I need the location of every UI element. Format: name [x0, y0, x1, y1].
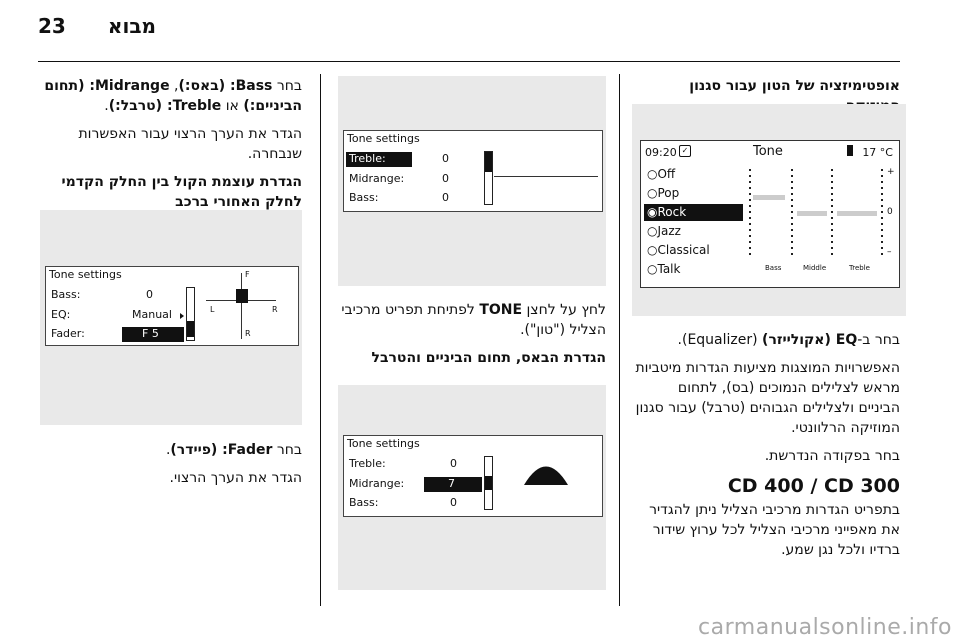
- select-command-text: בחר בפקודה הנדרשת.: [764, 448, 900, 464]
- bass-slider-knob[interactable]: [753, 195, 785, 200]
- fader-heading: הגדרת עוצמת הקול בין החלק הקדמי לחלק האחורי ברכב: [61, 174, 302, 210]
- cd-model-heading: CD 400 / CD 300: [727, 475, 900, 497]
- tone-settings-screen-2: [343, 435, 603, 517]
- scroll-bar[interactable]: [484, 151, 493, 205]
- column-divider-right: [619, 74, 620, 606]
- eq-option-jazz[interactable]: ○Jazz: [647, 224, 681, 238]
- eq-option-rock[interactable]: ◉Rock: [644, 204, 743, 221]
- scroll-bar[interactable]: [186, 287, 195, 341]
- graph-baseline: [494, 176, 598, 177]
- bass-row[interactable]: Bass: 0: [51, 288, 153, 301]
- watermark: carmanualsonline.info: [698, 615, 952, 640]
- fader-position-marker: [236, 289, 248, 303]
- select-band-instruction: בחר Bass: (באס:), Midrange: (תחום הביניים:) או Treble: (טרבל:).: [44, 78, 302, 114]
- tone-optimize-heading: אופטימיזציה של הטון עבור סגנון: [689, 78, 900, 94]
- screen-title: Tone settings: [49, 268, 122, 281]
- right-column-body: [632, 330, 900, 568]
- bass-mid-treble-heading: הגדרת הבאס, תחום הביניים והטרבל: [371, 350, 606, 366]
- set-fader-value-text: הגדר את הערך הרצוי.: [169, 470, 302, 486]
- slider-track: [881, 169, 883, 257]
- scale-plus: +: [887, 167, 895, 177]
- select-fader-instruction: בחר Fader: (פיידר).: [165, 442, 302, 458]
- eq-description: האפשרויות המוצגות מציעות הגדרות מיטביות מראש לצלילים הנמוכים (בס), לתחום הביניים ולצלילים הגבוהים (טרבל) עבור סגנון המוזיקה הרלוונטי.: [635, 360, 900, 436]
- slider-track: [749, 169, 751, 257]
- scale-zero: 0: [887, 207, 893, 217]
- eq-option-talk[interactable]: ○Talk: [647, 262, 681, 276]
- battery-icon: [847, 145, 853, 156]
- tone-button-instruction: לחץ על לחצן TONE לפתיחת תפריט מרכיבי הצליל ("טון").: [341, 302, 606, 338]
- front-label: F: [245, 270, 250, 279]
- treble-row[interactable]: Treble: 0: [349, 457, 457, 470]
- cd-icon: ✓: [679, 145, 691, 157]
- page-number: 23: [38, 14, 66, 38]
- bass-row[interactable]: Bass: 0: [349, 496, 457, 509]
- eq-option-off[interactable]: ○Off: [647, 167, 676, 181]
- left-column-text-top: [40, 76, 302, 218]
- midrange-row[interactable]: Midrange: 0: [349, 172, 449, 185]
- clock-text: 09:20: [645, 146, 677, 159]
- treble-label: Treble: [849, 264, 870, 272]
- midrange-value-highlight[interactable]: 7: [424, 477, 482, 492]
- eq-row[interactable]: EQ: Manual: [51, 308, 172, 321]
- scale-minus: –: [887, 247, 892, 257]
- cd-description: בתפריט הגדרות מרכיבי הצליל ניתן להגדיר את מאפייני מרכיבי הצליל לכל ערוץ שידור ברדיו ולכל נגן שמע.: [649, 502, 900, 558]
- treble-row[interactable]: Treble:: [346, 152, 412, 167]
- treble-value: 0: [442, 152, 449, 165]
- screen-title: Tone settings: [347, 132, 420, 145]
- bass-label: Bass: [765, 264, 782, 272]
- midrange-curve: [494, 454, 598, 486]
- middle-slider-knob[interactable]: [797, 211, 827, 216]
- right-label: R: [272, 305, 278, 314]
- tone-screen: [640, 140, 900, 288]
- tone-settings-screen-1: [343, 130, 603, 212]
- screen-title: Tone settings: [347, 437, 420, 450]
- eq-option-pop[interactable]: ○Pop: [647, 186, 680, 200]
- slider-track: [831, 169, 833, 257]
- middle-label: Middle: [803, 264, 827, 272]
- bass-row[interactable]: Bass: 0: [349, 191, 449, 204]
- eq-option-classical[interactable]: ○Classical: [647, 243, 710, 257]
- fader-value-highlight[interactable]: F 5: [122, 327, 184, 342]
- middle-column-text: [334, 300, 606, 374]
- section-title: מבוא: [107, 14, 156, 38]
- left-column-text-bottom: [40, 440, 302, 496]
- fader-diagram-vertical: [241, 273, 242, 339]
- temperature-text: 17 °C: [862, 146, 893, 159]
- arrow-right-icon: [180, 313, 184, 319]
- eq-paragraph: בחר ב-EQ (אקולייזר) (Equalizer).: [677, 332, 900, 348]
- tone-title: Tone: [753, 144, 783, 159]
- fader-row[interactable]: Fader:: [51, 327, 85, 340]
- slider-track: [791, 169, 793, 257]
- fader-settings-screen: [45, 266, 299, 346]
- column-divider-left: [320, 74, 321, 606]
- header-rule: [38, 61, 900, 62]
- scroll-bar[interactable]: [484, 456, 493, 510]
- left-label: L: [210, 305, 215, 314]
- treble-slider-knob[interactable]: [837, 211, 877, 216]
- set-value-text: הגדר את הערך הרצוי עבור האפשרות שנבחרה.: [78, 126, 302, 162]
- rear-label: R: [245, 329, 251, 338]
- midrange-row[interactable]: Midrange:: [349, 477, 405, 490]
